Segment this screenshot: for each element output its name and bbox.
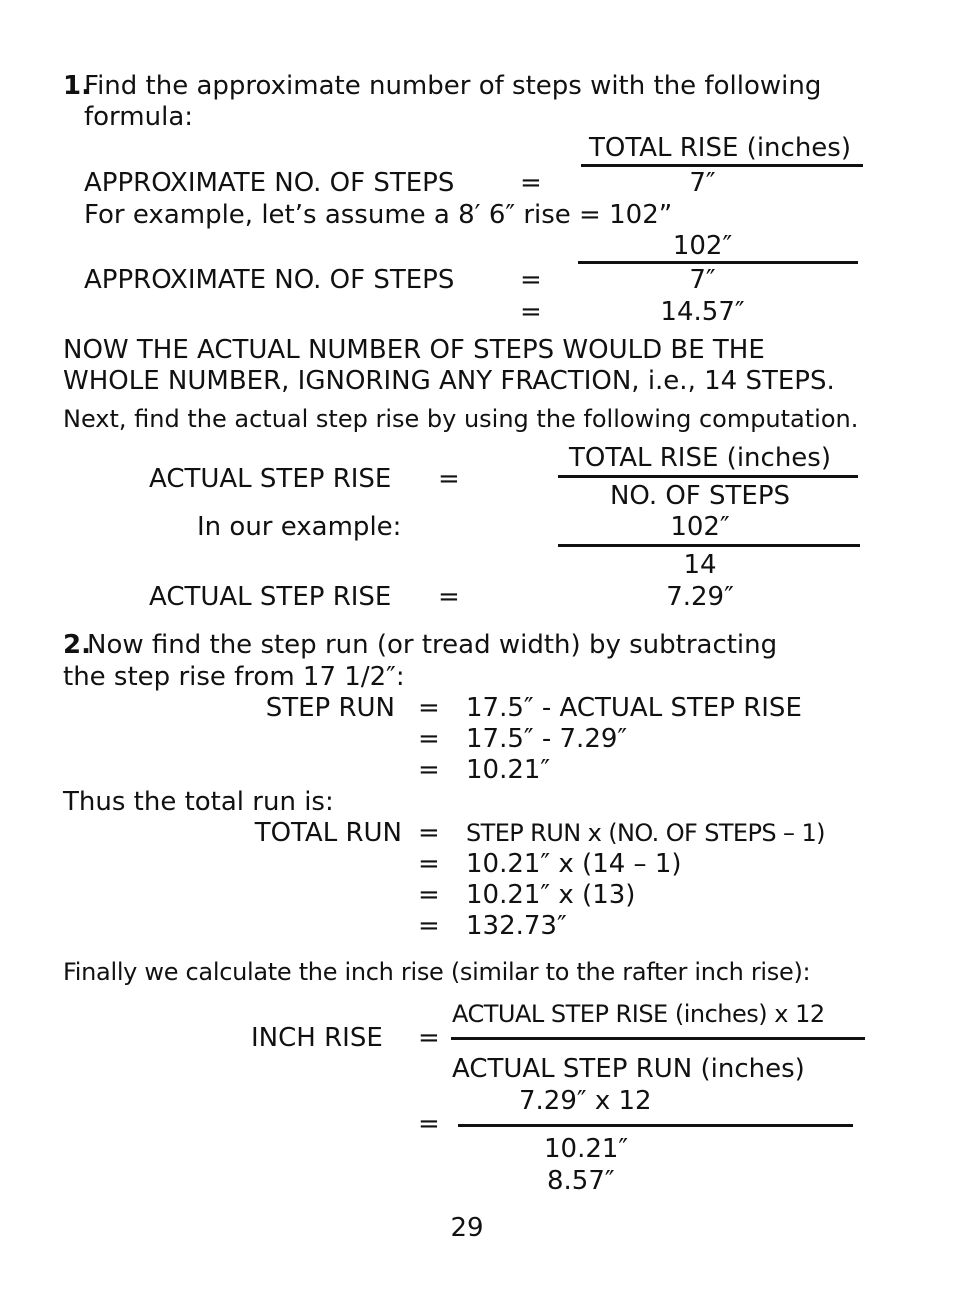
step-run-equals: = bbox=[418, 724, 440, 754]
total-run-equals: = bbox=[418, 818, 440, 848]
inch-rise-example-equals: = bbox=[418, 1109, 440, 1139]
inch-rise-example-denominator: 10.21″ bbox=[544, 1134, 629, 1164]
inch-rise-denominator: ACTUAL STEP RUN (inches) bbox=[452, 1054, 805, 1084]
formula-label: APPROXIMATE NO. OF STEPS bbox=[84, 168, 455, 198]
result-value: 14.57″ bbox=[660, 297, 745, 327]
total-run-equals: = bbox=[418, 911, 440, 941]
example-equals: = bbox=[520, 265, 542, 295]
example-numerator: 102″ bbox=[672, 231, 733, 261]
example2-denominator: 14 bbox=[683, 550, 717, 580]
asr-result-value: 7.29″ bbox=[666, 582, 734, 612]
step-run-value: 10.21″ bbox=[466, 755, 551, 785]
asr-result-equals: = bbox=[438, 582, 460, 612]
asr-result-label: ACTUAL STEP RISE bbox=[149, 582, 392, 612]
thus-text: Thus the total run is: bbox=[63, 787, 334, 817]
step-run-label: STEP RUN bbox=[265, 693, 395, 723]
total-run-equals: = bbox=[418, 849, 440, 879]
inch-rise-label: INCH RISE bbox=[251, 1023, 383, 1053]
section-2-intro-line1: Now find the step run (or tread width) by subtracting bbox=[87, 630, 778, 660]
fraction-rule bbox=[458, 1124, 853, 1127]
finally-text: Finally we calculate the inch rise (similar to the rafter inch rise): bbox=[63, 958, 811, 986]
formula-denominator: 7″ bbox=[689, 168, 716, 198]
total-run-value: STEP RUN x (NO. OF STEPS – 1) bbox=[466, 819, 825, 847]
fraction-rule bbox=[451, 1037, 865, 1040]
section-2-number: 2. bbox=[63, 630, 91, 660]
section-1-intro-line2: formula: bbox=[84, 102, 194, 132]
step-run-equals: = bbox=[418, 755, 440, 785]
total-run-value: 10.21″ x (14 – 1) bbox=[466, 849, 682, 879]
asr-denominator: NO. OF STEPS bbox=[609, 481, 791, 511]
total-run-value: 10.21″ x (13) bbox=[466, 880, 636, 910]
note-line1: NOW THE ACTUAL NUMBER OF STEPS WOULD BE THE bbox=[63, 335, 765, 365]
result-equals: = bbox=[520, 297, 542, 327]
step-run-equals: = bbox=[418, 693, 440, 723]
inch-rise-example-numerator: 7.29″ x 12 bbox=[519, 1086, 652, 1116]
total-run-equals: = bbox=[418, 880, 440, 910]
asr-equals: = bbox=[438, 464, 460, 494]
next-text: Next, find the actual step rise by using the following computation. bbox=[63, 405, 859, 433]
section-2-intro-line2: the step rise from 17 1/2″: bbox=[63, 662, 405, 692]
total-run-label: TOTAL RUN bbox=[254, 818, 402, 848]
asr-numerator: TOTAL RISE (inches) bbox=[569, 443, 831, 473]
asr-label: ACTUAL STEP RISE bbox=[149, 464, 392, 494]
example-denominator: 7″ bbox=[689, 265, 716, 295]
formula-numerator: TOTAL RISE (inches) bbox=[589, 133, 851, 163]
example2-numerator: 102″ bbox=[670, 512, 730, 542]
fraction-rule bbox=[558, 544, 860, 547]
step-run-value: 17.5″ - ACTUAL STEP RISE bbox=[466, 693, 802, 723]
section-1-number: 1. bbox=[63, 71, 91, 101]
example-label: APPROXIMATE NO. OF STEPS bbox=[84, 265, 455, 295]
total-run-value: 132.73″ bbox=[466, 911, 567, 941]
our-example-text: In our example: bbox=[197, 512, 402, 542]
inch-rise-result: 8.57″ bbox=[547, 1166, 615, 1196]
section-1-intro-line1: Find the approximate number of steps with the following bbox=[84, 71, 822, 101]
inch-rise-numerator: ACTUAL STEP RISE (inches) x 12 bbox=[452, 1000, 825, 1028]
example-text: For example, let’s assume a 8′ 6″ rise = 102” bbox=[84, 200, 673, 230]
step-run-value: 17.5″ - 7.29″ bbox=[466, 724, 628, 754]
fraction-rule bbox=[558, 475, 858, 478]
formula-equals: = bbox=[520, 168, 542, 198]
note-line2: WHOLE NUMBER, IGNORING ANY FRACTION, i.e., 14 STEPS. bbox=[63, 366, 835, 396]
page-number: 29 bbox=[450, 1213, 484, 1243]
inch-rise-equals: = bbox=[418, 1023, 440, 1053]
